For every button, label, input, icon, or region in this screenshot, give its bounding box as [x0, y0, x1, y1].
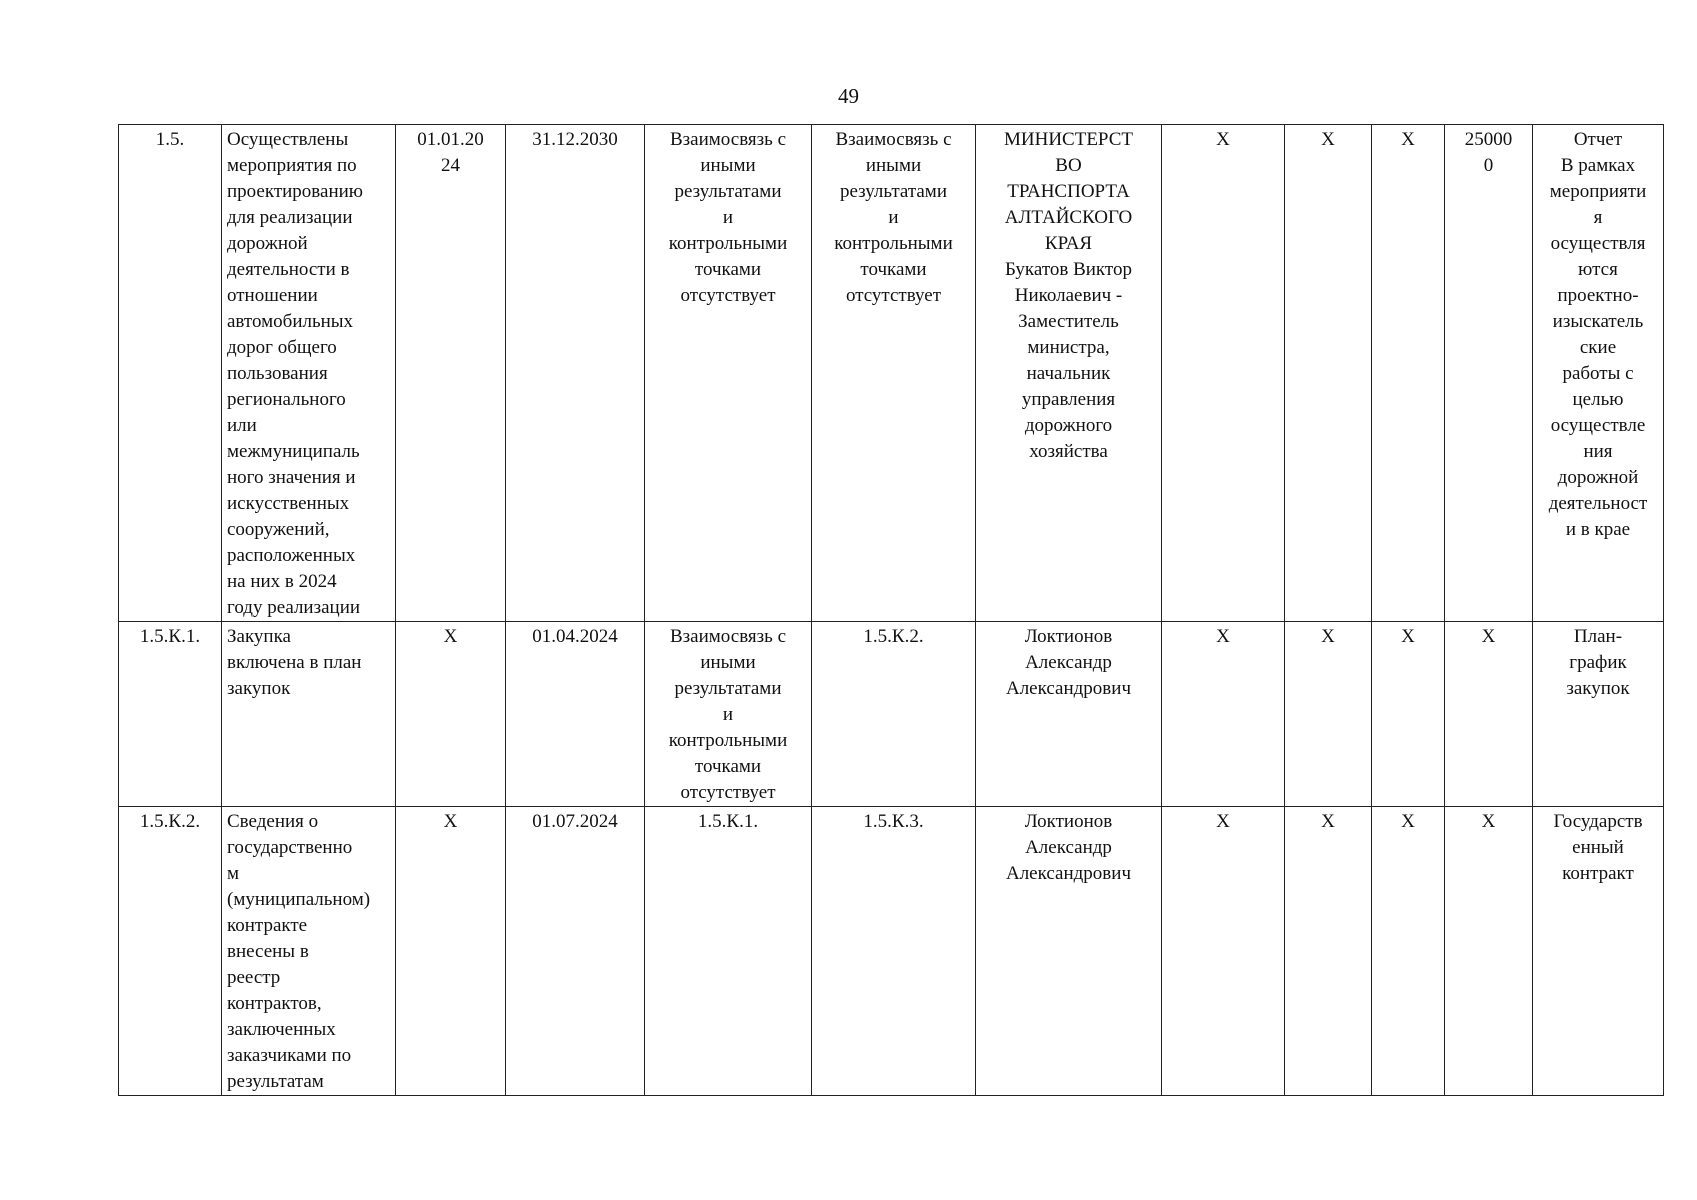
cell-x1: X — [1162, 622, 1285, 807]
cell-name: Сведения о государственно м (муниципальном) контракте внесены в реестр контрактов, заключенных заказчиками по результатам — [222, 807, 396, 1096]
cell-start-date: 01.01.20 24 — [396, 125, 506, 622]
table-row — [119, 125, 1664, 622]
cell-x3: X — [1372, 622, 1445, 807]
cell-number: 1.5. — [119, 125, 222, 622]
cell-value: 25000 0 — [1445, 125, 1533, 622]
cell-x2: X — [1285, 125, 1372, 622]
cell-start-date: X — [396, 622, 506, 807]
table-row — [119, 807, 1664, 1096]
cell-value: X — [1445, 807, 1533, 1096]
cell-number: 1.5.К.1. — [119, 622, 222, 807]
table-row — [119, 622, 1664, 807]
cell-responsible: Локтионов Александр Александрович — [976, 622, 1162, 807]
cell-document: План- график закупок — [1533, 622, 1664, 807]
cell-number: 1.5.К.2. — [119, 807, 222, 1096]
cell-document: Отчет В рамках мероприяти я осуществля ются проектно- изыскатель ские работы с целью осуществле ния дорожной деятельност и в крае — [1533, 125, 1664, 622]
cell-predecessor: Взаимосвязь с иными результатами и контрольными точками отсутствует — [645, 125, 812, 622]
cell-successor: 1.5.К.3. — [812, 807, 976, 1096]
cell-name: Осуществлены мероприятия по проектированию для реализации дорожной деятельности в отношении автомобильных дорог общего пользования регионального или межмуниципаль ного значения и искусственных сооружений, расположенных на них в 2024 году реализации — [222, 125, 396, 622]
cell-x1: X — [1162, 807, 1285, 1096]
cell-successor: Взаимосвязь с иными результатами и контрольными точками отсутствует — [812, 125, 976, 622]
cell-x1: X — [1162, 125, 1285, 622]
cell-end-date: 31.12.2030 — [506, 125, 645, 622]
cell-start-date: X — [396, 807, 506, 1096]
cell-responsible: Локтионов Александр Александрович — [976, 807, 1162, 1096]
plan-table — [118, 124, 1664, 1096]
cell-document: Государств енный контракт — [1533, 807, 1664, 1096]
cell-x2: X — [1285, 807, 1372, 1096]
cell-predecessor: 1.5.К.1. — [645, 807, 812, 1096]
cell-x3: X — [1372, 807, 1445, 1096]
cell-x3: X — [1372, 125, 1445, 622]
cell-name: Закупка включена в план закупок — [222, 622, 396, 807]
cell-end-date: 01.07.2024 — [506, 807, 645, 1096]
cell-value: X — [1445, 622, 1533, 807]
cell-responsible: МИНИСТЕРСТ ВО ТРАНСПОРТА АЛТАЙСКОГО КРАЯ Букатов Виктор Николаевич - Заместитель министра, начальник управления дорожного хозяйства — [976, 125, 1162, 622]
cell-successor: 1.5.К.2. — [812, 622, 976, 807]
cell-end-date: 01.04.2024 — [506, 622, 645, 807]
cell-predecessor: Взаимосвязь с иными результатами и контрольными точками отсутствует — [645, 622, 812, 807]
cell-x2: X — [1285, 622, 1372, 807]
page-number: 49 — [838, 84, 859, 108]
